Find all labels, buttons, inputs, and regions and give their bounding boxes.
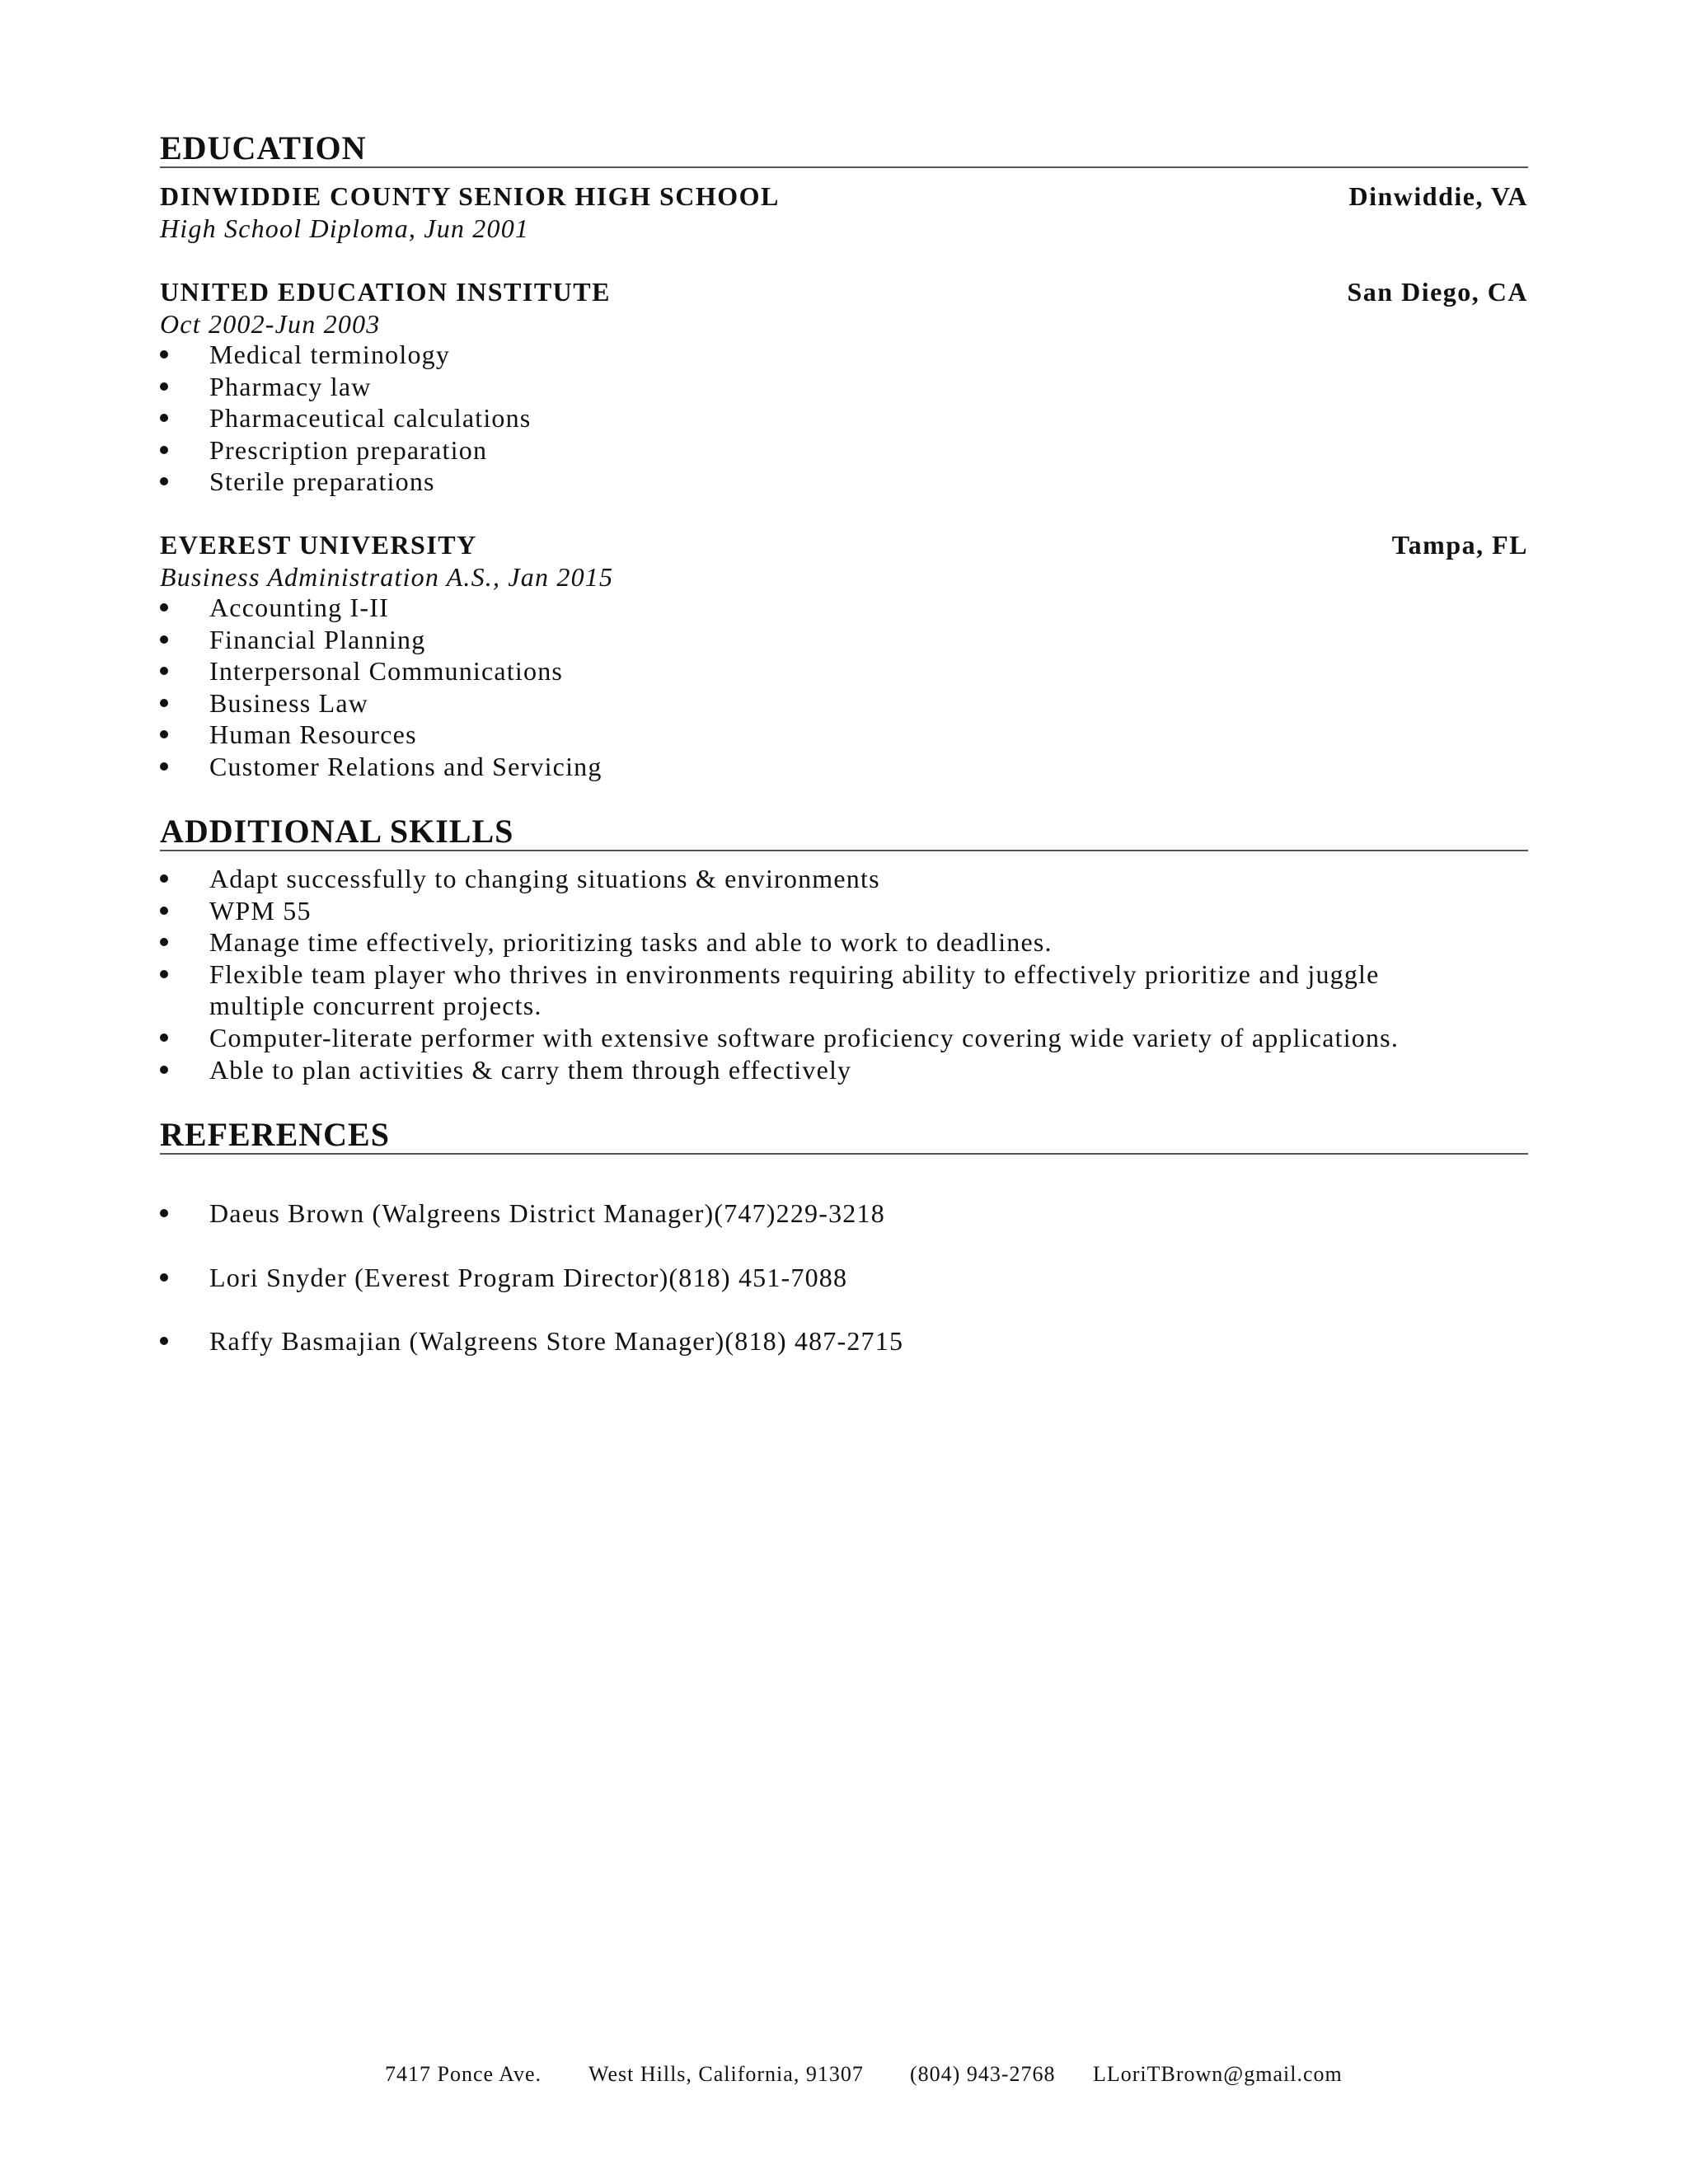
list-item [160,624,1528,656]
course-list [160,592,1528,783]
bullet-icon [160,938,168,946]
list-item [160,592,1528,624]
bullet-icon [160,874,168,883]
list-item [160,895,1528,927]
list-item [160,751,1528,783]
bullet-icon [160,699,168,707]
bullet-icon [160,382,168,391]
school-detail: Business Administration A.S., Jan 2015 [160,562,614,592]
list-item [160,1197,1528,1230]
school-location: San Diego, CA [1347,277,1528,307]
school-name: DINWIDDIE COUNTY SENIOR HIGH SCHOOL [160,181,780,211]
reference-text: Lori Snyder (Everest Program Director)(818) 451-7088 [209,1262,848,1292]
bullet-icon [160,350,168,359]
list-item [160,1022,1528,1054]
skill-text: Flexible team player who thrives in environments requiring ability to effectively prioritize and juggle multiple concurrent projects. [209,958,1380,1021]
skills-list [160,863,1528,1085]
course-text: Interpersonal Communications [209,656,564,687]
list-item [160,926,1528,958]
list-item [160,958,1528,1022]
footer-phone: (804) 943-2768 [910,2062,1056,2086]
skill-text: Computer-literate performer with extensive software proficiency covering wide variety of applications. [209,1022,1400,1052]
list-item [160,1325,1528,1357]
footer-email[interactable]: LLoriTBrown@gmail.com [1093,2062,1343,2086]
skill-text: Adapt successfully to changing situations & environments [209,864,880,893]
school-location: Tampa, FL [1391,530,1528,560]
school-row [160,275,1528,308]
list-item [160,719,1528,751]
footer-city: West Hills, California, 91307 [588,2062,864,2086]
list-item [160,1262,1528,1294]
education-heading: EDUCATION [160,130,1528,168]
bullet-icon [160,907,168,915]
bullet-icon [160,1033,168,1042]
references-heading: REFERENCES [160,1117,1528,1155]
list-item [160,339,1528,371]
course-text: Pharmaceutical calculations [209,403,532,434]
reference-text: Raffy Basmajian (Walgreens Store Manager)(818) 487-2715 [209,1326,904,1357]
list-item [160,863,1528,895]
school-row [160,528,1528,561]
course-text: Accounting I-II [209,593,389,622]
list-item [160,434,1528,466]
bullet-icon [160,1209,168,1217]
reference-text: Daeus Brown (Walgreens District Manager)(747)229-3218 [209,1198,885,1228]
school-name: EVEREST UNIVERSITY [160,530,477,560]
bullet-icon [160,730,168,738]
bullet-icon [160,1066,168,1074]
bullet-icon [160,414,168,422]
footer-street: 7417 Ponce Ave. [385,2062,542,2086]
course-text: Customer Relations and Servicing [209,751,603,781]
list-item [160,687,1528,719]
skill-text: Manage time effectively, prioritizing tasks and able to work to deadlines. [209,927,1053,958]
bullet-icon [160,603,168,612]
school-location: Dinwiddie, VA [1348,181,1528,211]
school-row [160,180,1528,213]
school-detail: High School Diploma, Jun 2001 [160,213,530,243]
bullet-icon [160,970,168,978]
bullet-icon [160,667,168,675]
list-item [160,371,1528,403]
course-text: Human Resources [209,719,417,750]
course-text: Medical terminology [209,340,451,369]
school-detail: Oct 2002-Jun 2003 [160,309,381,339]
course-text: Prescription preparation [209,434,488,465]
course-text: Pharmacy law [209,371,372,401]
bullet-icon [160,762,168,771]
bullet-icon [160,1337,168,1345]
list-item [160,1054,1528,1086]
skill-text: WPM 55 [209,895,312,926]
course-text: Sterile preparations [209,466,435,497]
list-item [160,466,1528,498]
skills-heading: ADDITIONAL SKILLS [160,813,1528,851]
school-name: UNITED EDUCATION INSTITUTE [160,277,611,307]
footer-contact [0,2060,1688,2088]
course-list [160,339,1528,498]
references-list [160,1197,1528,1390]
list-item [160,402,1528,434]
bullet-icon [160,1273,168,1282]
list-item [160,655,1528,687]
skill-text: Able to plan activities & carry them through effectively [209,1054,852,1085]
course-text: Financial Planning [209,624,426,654]
bullet-icon [160,635,168,644]
bullet-icon [160,446,168,454]
bullet-icon [160,477,168,485]
course-text: Business Law [209,687,369,718]
